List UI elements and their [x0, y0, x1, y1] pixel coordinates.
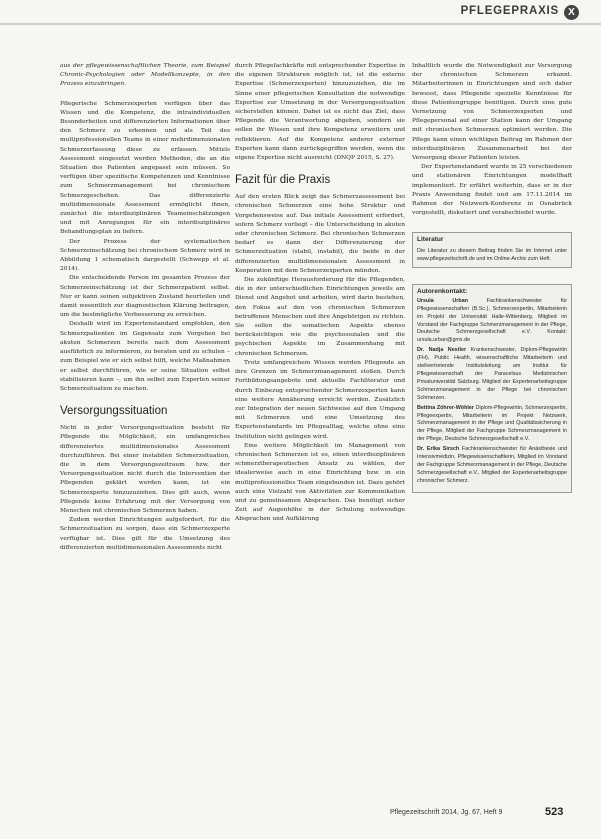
header-rule: [0, 23, 601, 25]
paragraph: Trotz umfangreichem Wissen werden Pflegende an ihre Grenzen im Schmerzmanagement stoßen. Durch Fortbildungsangebote und aktuelle Fachliteratur und durch Einbezug entsprechender Schmerzexperten kann eine weitere Annäherung erreicht werden. Zusätzlich zur Integration der neuen Sichtweise auf den Umgang mit Schmerzen und eine Umsetzung des Expertenstandards im Pflegealltag, welche ohne eine Institution nicht gelingen wird.: [235, 359, 405, 440]
section-heading: Versorgungssituation: [60, 405, 168, 418]
author-entry: [417, 405, 567, 445]
author-entry: [417, 298, 567, 345]
author-name: Bettina Zöhrer-Wöhler: [417, 404, 474, 411]
author-name: Dr. Nadja Nestler: [417, 347, 467, 354]
paragraph: Auf den ersten Blick zeigt das Schmerzassessment bei chronischen Schmerzen eine hohe Struktur und Vorgehensweise auf. Das initiale Assessment erfordert, sofern Schmerz vorliegt – die Unterscheidung in akuten oder chronischen Schmerz. Bei chronischen Schmerzen bedarf es dann der Differenzierung der Schmerzsituation (stabil, instabil), die beide in der differenzierten multidimensionalen Assessment in Kooperation mit dem Schmerzexperten münden.: [235, 194, 405, 274]
literature-text: Die Literatur zu diesem Beitrag finden Sie im Internet unter www.pflegezeitschrift.de und im Online-Archiv zum Heft.: [417, 247, 567, 262]
paragraph: Der Prozess der systematischen Schmerzeinschätzung bei chronischem Schmerz wird in Abbildung 1 schematisch dargestellt (Schwepp et al. 2014).: [60, 238, 230, 273]
author-bio: Fachkrankenschwester für Anästhesie und Intensivmedizin, Pflegewissenschaftlerin, Mitglied im Vorstand der Fachgruppe Schmerzmanagement in der Pflege, Deutsche Schmerzgesellschaft e.V., Mitglied der Expertenarbeitsgruppe chronischer Schmerz.: [417, 446, 567, 484]
paragraph: Die zukünftige Herausforderung für die Pflegenden, die in der unterschiedlichen Einrichtungen jeweils am Dienst und Angebot und arbeiten, wird darin bestehen, den Fokus auf den von chronischen Schmerzen betroffenen Menschen und ihre Angehörigen zu richten. Sie sollen die somatischen Aspekte ebenso berücksichtigen wie die psychosozialen und die psychischen Aspekte im Zusammenhang mit chronischen Schmerzen.: [235, 277, 405, 357]
author-entry: [417, 446, 567, 486]
page-number: 523: [545, 806, 564, 818]
author-name: Ursula Urban: [417, 297, 468, 304]
author-name: Dr. Erika Sirsch: [417, 446, 460, 453]
section-title: PFLEGEPRAXIS: [460, 5, 559, 17]
paragraph: Die entscheidende Person im gesamten Prozess der Schmerzeinschätzung ist der Schmerzpatient selbst. Nur er kann seinen subjektiven Zustand beurteilen und damit wesentlich zur diagnostischen Klärung beitragen, um die bestmögliche Verbesserung zu erreichen.: [60, 275, 230, 319]
journal-footer: Pflegezeitschrift 2014, Jg. 67, Heft 9: [390, 809, 503, 816]
intro-text: aus der pflegewissenschaftlichen Theorie, zum Beispiel Chronic-Psychologien oder Modellkonzepte, in den Prozess einzubringen.: [60, 63, 230, 88]
section-close-icon: X: [564, 5, 579, 20]
author-bio: Fachkrankenschwester für Pflegewissenschaften (B.Sc.), Schmerzexpertin, Mitarbeiterin im Projekt der Universität Halle-Wittenberg. Mitglied im Vorstand der Fachgruppe Schmerzmanagement in der Pflege, Deutsche Schmerzgesellschaft e.V. Kontakt: ursula.urban@gmx.de: [417, 297, 567, 344]
column-1: [60, 62, 230, 553]
paragraph: Der Expertenstandard wurde in 25 verschiedenen und stationären Einrichtungen modellhaft implementiert. Er erfährt weiterhin, dass er in der Praxis Anwendung findet und am 17.11.2014 im Rahmen der Netzwerk-Konferenz in Osnabrück vorgestellt, diskutiert und verabschiedet wurde.: [412, 164, 572, 217]
column-3: [412, 62, 572, 493]
paragraph: Nicht in jeder Versorgungssituation besteht für Pflegende die Möglichkeit, ein umfangreiches differenziertes multidimensionales Assessment durchzuführen. Bei einer instabilen Schmerzsituation, die in dem Versorgungszeitraum bzw. der Versorgungssituation nicht durch die Intervention der Pflegenden geklärt werden kann, ist ein Schmerzexperte hinzuzuziehen. Dies gilt auch, wenn Pflegende keine Erfahrung mit der Versorgung von Menschen mit chronischen Schmerzen haben.: [60, 425, 230, 514]
paragraph: durch Pflegefachkräfte mit entsprechender Expertise in die eigenen Strukturen möglich ist, ist die externe Expertise (Schmerzexperten) hinzuzuziehen, die im Sinne einer pflegerischen Konsultation die notwendige Expertise zur Umsetzung in der Versorgungssituation sicherstellen können. Dabei ist es nicht das Ziel, dass Pflegende die Verantwortung abgeben, sondern sie sollen ihr Wissen und ihre Kompetenz erweitern und reflektieren. Auf die Kompetenz anderer externer Experten kann dann zurückgegriffen werden, wenn die eigene Expertise nicht ausreicht (DNQP 2015, S. 27).: [235, 63, 405, 162]
paragraph: Zudem werden Einrichtungen aufgefordert, für die Schmerzsituation zu sorgen, dass ein Schmerzexperte verfügbar ist. Dies gilt für die Umsetzung des differenzierten multidimensionalen Assessments nicht: [60, 517, 230, 551]
paragraph: Eine weitere Möglichkeit im Management von chronischen Schmerzen ist es, einen interdisziplinären schmerztherapeutischen Ansatz zu wählen, der idealerweise auch in eine Einrichtung bzw. in ein multiprofessionelles Team eingebunden ist. Dazu gehört auch eine Vielzahl von Aktivitäten zur Kommunikation und zu gemeinsamen Absprachen. Das benötigt sicher Zeit auf Augenhöhe in der Schulung notwendige Absprachen und Aufklärung: [235, 442, 405, 523]
paragraph: Pflegerische Schmerzexperten verfügen über das Wissen und die Kompetenz, die intraindividuellen Besonderheiten und differenzierten Informationen über den Schmerz zu erkennen und als Teil des multiprofessionellen Teams in einer mehrdimensionalen Schmerzerfassung diese zu erfassen. Mittels Assessment eingesetzt werden Methoden, die an die Situation des Patienten angepasst sein müssen. So verfügen über spezifische Kompetenzen und Kenntnisse zum Schmerzmanagement bei chronischem Schmerzgeschehen. Das differenzierte multidimensionale Assessment ermöglicht ihnen, zunächst die interdisziplinären Teameinschätzungen und mit Anregungen für ein interdisziplinäres Behandlungsplan zu liefern.: [60, 100, 230, 236]
author-contact-title: Autorenkontakt:: [417, 287, 468, 295]
author-entry: [417, 347, 567, 402]
literature-title: Literatur: [417, 236, 444, 244]
section-heading: Fazit für die Praxis: [235, 174, 331, 187]
paragraph: Inhaltlich wurde die Notwendigkeit zur Versorgung der chronischen Schmerzen erkannt. Mitarbeiterinnen in Einrichtungen sind sich daher bewusst, dass Pflegende spezielle Kenntnisse für diese Patientengruppe benötigen. Durch eine gute Vernetzung von Schmerzexperten und Pflegepersonal auf einer Station kann der Umgang mit chronischen Schmerzen optimiert werden. Die Pflege kann einen wichtigen Beitrag im Rahmen der interdisziplinären Zusammenarbeit bei der Versorgung dieser Patienten leisten.: [412, 63, 572, 162]
author-bio: Diplom-Pflegewirtin, Schmerzexpertin, Pflegeexpertin, Mitarbeiterin im Projekt Netzwerk, Schmerzmanagement in der Pflege und Qualitätssicherung in der Pflege, Mitglied der Fachgruppe Schmerzmanagement in der Pflege, Deutsche Schmerzgesellschaft e.V.: [417, 404, 568, 443]
literature-box: [412, 232, 572, 267]
paragraph: Deshalb wird im Expertenstandard empfohlen, den Schmerzpatienten im Gegensatz zum Vorgehen bei akuten Schmerzen bereits nach dem Assessment ausführlich zu informieren, zu beraten und zu schulen – zum Beispiel wie er sich selbst hilft, welche Maßnahmen er selbst durchführen, wie er seine Situation selbst stabilisieren kann –, um ihn selbst zum Experten seiner Schmerzsituation zu machen.: [60, 321, 230, 392]
author-bio: Krankenschwester, Diplom-Pflegewirtin (FH), Public Health, wissenschaftliche Mitarbeiterin und stellvertretende Institutsleitung am Institut für Pflegewissenschaft der Paracelsus Medizinischen Privatuniversität Salzburg. Mitglied der Expertenarbeitsgruppe Schmerzmanagement in der Pflege bei chronischen Schmerzen.: [417, 347, 567, 401]
author-contact-box: [412, 284, 572, 493]
column-2: [235, 62, 405, 525]
